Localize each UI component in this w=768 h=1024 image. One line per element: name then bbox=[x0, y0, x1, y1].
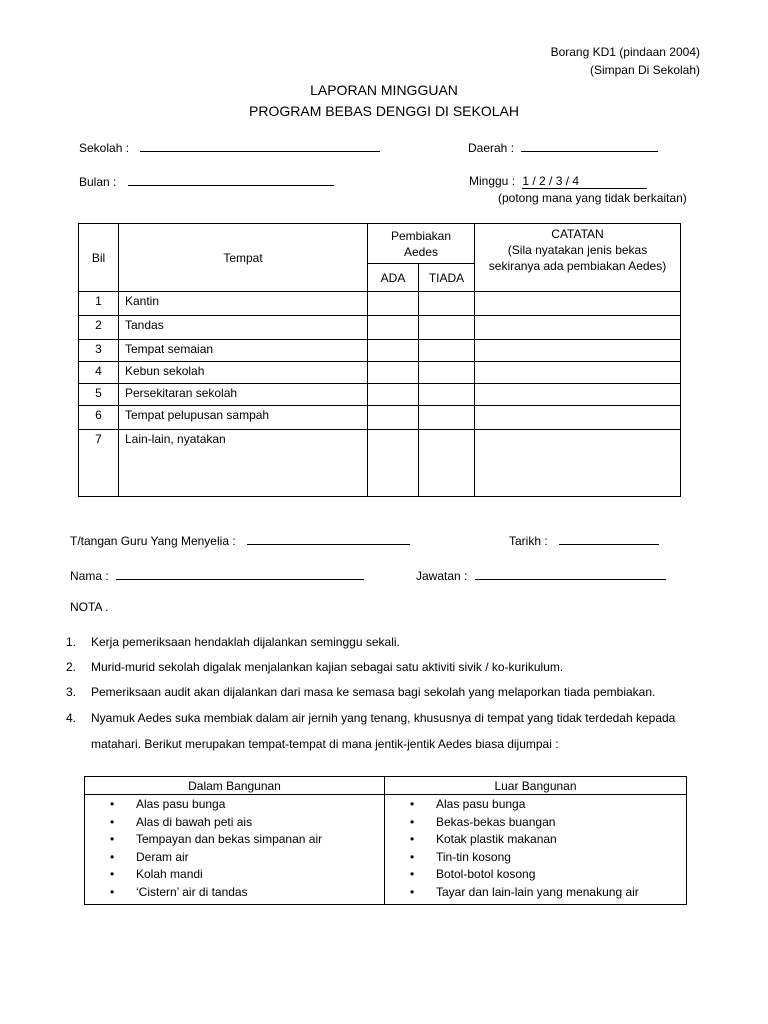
tarikh-line bbox=[559, 533, 659, 545]
table-row bbox=[79, 292, 681, 316]
tarikh-label: Tarikh : bbox=[509, 534, 548, 548]
tiada-cell[interactable] bbox=[419, 384, 475, 406]
page-subtitle: PROGRAM BEBAS DENGGI DI SEKOLAH bbox=[249, 103, 519, 119]
row-tempat: Lain-lain, nyatakan bbox=[119, 430, 368, 497]
nota-item bbox=[66, 658, 563, 676]
list-item: • Alas pasu bunga bbox=[110, 796, 384, 814]
guru-signature-label: T/tangan Guru Yang Menyelia : bbox=[70, 534, 236, 548]
nota-number: 3. bbox=[66, 685, 77, 699]
nota-text: Pemeriksaan audit akan dijalankan dari masa ke semasa bagi sekolah yang melaporkan tiada pembiakan. bbox=[91, 685, 656, 699]
table-row bbox=[79, 316, 681, 340]
col-pembiakan-line1: Pembiakan bbox=[390, 228, 452, 243]
row-tempat: Tempat pelupusan sampah bbox=[119, 406, 368, 430]
bulan-line bbox=[128, 174, 334, 186]
ada-cell[interactable] bbox=[368, 316, 419, 340]
row-bil: 4 bbox=[79, 362, 119, 384]
col-catatan bbox=[475, 224, 681, 292]
nota-text: Kerja pemeriksaan hendaklah dijalankan seminggu sekali. bbox=[91, 635, 400, 649]
jawatan-label: Jawatan : bbox=[416, 569, 468, 583]
luar-bangunan-heading: Luar Bangunan bbox=[385, 777, 687, 795]
ada-cell[interactable] bbox=[368, 292, 419, 316]
list-item: • Botol-botol kosong bbox=[410, 866, 686, 884]
ada-cell[interactable] bbox=[368, 340, 419, 362]
guru-signature-line bbox=[247, 533, 410, 545]
jawatan-line bbox=[475, 568, 666, 580]
col-catatan-line3: sekiranya ada pembiakan Aedes) bbox=[488, 259, 667, 273]
catatan-cell[interactable] bbox=[475, 406, 681, 430]
daerah-label: Daerah : bbox=[468, 141, 515, 155]
tiada-cell[interactable] bbox=[419, 316, 475, 340]
row-bil: 3 bbox=[79, 340, 119, 362]
table-row bbox=[79, 384, 681, 406]
nama-line bbox=[116, 568, 364, 580]
minggu-hint: (potong mana yang tidak berkaitan) bbox=[498, 191, 687, 205]
bulan-label: Bulan : bbox=[79, 175, 117, 189]
list-item: • Alas di bawah peti ais bbox=[110, 814, 384, 832]
list-item: • ‘Cistern’ air di tandas bbox=[110, 884, 384, 902]
minggu-value: 1 / 2 / 3 / 4 bbox=[522, 175, 647, 189]
nota-number: 2. bbox=[66, 660, 77, 674]
col-bil: Bil bbox=[79, 224, 119, 292]
catatan-cell[interactable] bbox=[475, 316, 681, 340]
row-tempat: Kebun sekolah bbox=[119, 362, 368, 384]
storage-note: (Simpan Di Sekolah) bbox=[589, 63, 700, 77]
catatan-cell[interactable] bbox=[475, 384, 681, 406]
table-row bbox=[79, 362, 681, 384]
daerah-line bbox=[521, 140, 658, 152]
list-item: • Kolah mandi bbox=[110, 866, 384, 884]
sekolah-field[interactable] bbox=[79, 140, 380, 155]
tiada-cell[interactable] bbox=[419, 340, 475, 362]
nota-text: Nyamuk Aedes suka membiak dalam air jernih yang tenang, khususnya di tempat yang tidak terdedah kepada bbox=[91, 711, 676, 725]
guru-signature-field[interactable] bbox=[70, 533, 410, 548]
list-item: • Deram air bbox=[110, 849, 384, 867]
sekolah-line bbox=[140, 140, 380, 152]
catatan-cell[interactable] bbox=[475, 292, 681, 316]
col-pembiakan-line2: Aedes bbox=[403, 244, 439, 259]
tiada-cell[interactable] bbox=[419, 430, 475, 497]
row-tempat: Persekitaran sekolah bbox=[119, 384, 368, 406]
list-item: • Bekas-bekas buangan bbox=[410, 814, 686, 832]
row-tempat: Tempat semaian bbox=[119, 340, 368, 362]
table-row bbox=[79, 430, 681, 497]
dalam-bangunan-heading: Dalam Bangunan bbox=[85, 777, 385, 795]
col-pembiakan bbox=[368, 224, 475, 264]
col-catatan-line2: (Sila nyatakan jenis bekas bbox=[507, 243, 648, 257]
ada-cell[interactable] bbox=[368, 384, 419, 406]
nota-item bbox=[66, 683, 655, 701]
row-bil: 5 bbox=[79, 384, 119, 406]
col-tempat: Tempat bbox=[119, 224, 368, 292]
nama-label: Nama : bbox=[70, 569, 109, 583]
ada-cell[interactable] bbox=[368, 430, 419, 497]
row-tempat: Kantin bbox=[119, 292, 368, 316]
nota-number: 4. bbox=[66, 711, 77, 725]
jawatan-field[interactable] bbox=[416, 568, 666, 583]
tiada-cell[interactable] bbox=[419, 362, 475, 384]
page-title: LAPORAN MINGGUAN bbox=[310, 82, 458, 98]
list-item: • Tin-tin kosong bbox=[410, 849, 686, 867]
col-catatan-line1: CATATAN bbox=[551, 227, 604, 241]
col-ada: ADA bbox=[368, 264, 419, 292]
row-bil: 7 bbox=[79, 430, 119, 497]
minggu-label: Minggu : bbox=[469, 174, 516, 188]
tiada-cell[interactable] bbox=[419, 406, 475, 430]
minggu-field[interactable] bbox=[469, 174, 647, 189]
nama-field[interactable] bbox=[70, 568, 364, 583]
sekolah-label: Sekolah : bbox=[79, 141, 130, 155]
luar-bangunan-list bbox=[385, 795, 687, 905]
tarikh-field[interactable] bbox=[509, 533, 659, 548]
breeding-locations-table bbox=[84, 776, 687, 905]
nota-text: Murid-murid sekolah digalak menjalankan kajian sebagai satu aktiviti sivik / ko-kurikulum. bbox=[91, 660, 564, 674]
inspection-table bbox=[78, 223, 681, 497]
table-row bbox=[79, 406, 681, 430]
nota-heading: NOTA . bbox=[70, 600, 109, 614]
catatan-cell[interactable] bbox=[475, 430, 681, 497]
nota-item bbox=[66, 709, 675, 727]
row-bil: 1 bbox=[79, 292, 119, 316]
daerah-field[interactable] bbox=[468, 140, 658, 155]
nota-item bbox=[66, 633, 400, 651]
list-item: • Alas pasu bunga bbox=[410, 796, 686, 814]
dalam-bangunan-list bbox=[85, 795, 385, 905]
nota-item-continuation: matahari. Berikut merupakan tempat-tempat di mana jentik-jentik Aedes biasa dijumpai : bbox=[91, 737, 559, 751]
catatan-cell[interactable] bbox=[475, 340, 681, 362]
col-tiada: TIADA bbox=[419, 264, 475, 292]
table-row bbox=[79, 340, 681, 362]
bulan-field[interactable] bbox=[79, 174, 334, 189]
row-tempat: Tandas bbox=[119, 316, 368, 340]
row-bil: 2 bbox=[79, 316, 119, 340]
list-item: • Kotak plastik makanan bbox=[410, 831, 686, 849]
ada-cell[interactable] bbox=[368, 362, 419, 384]
ada-cell[interactable] bbox=[368, 406, 419, 430]
catatan-cell[interactable] bbox=[475, 362, 681, 384]
list-item: • Tempayan dan bekas simpanan air bbox=[110, 831, 384, 849]
nota-number: 1. bbox=[66, 635, 77, 649]
tiada-cell[interactable] bbox=[419, 292, 475, 316]
form-reference: Borang KD1 (pindaan 2004) bbox=[550, 45, 700, 59]
list-item: • Tayar dan lain-lain yang menakung air bbox=[410, 884, 686, 902]
row-bil: 6 bbox=[79, 406, 119, 430]
